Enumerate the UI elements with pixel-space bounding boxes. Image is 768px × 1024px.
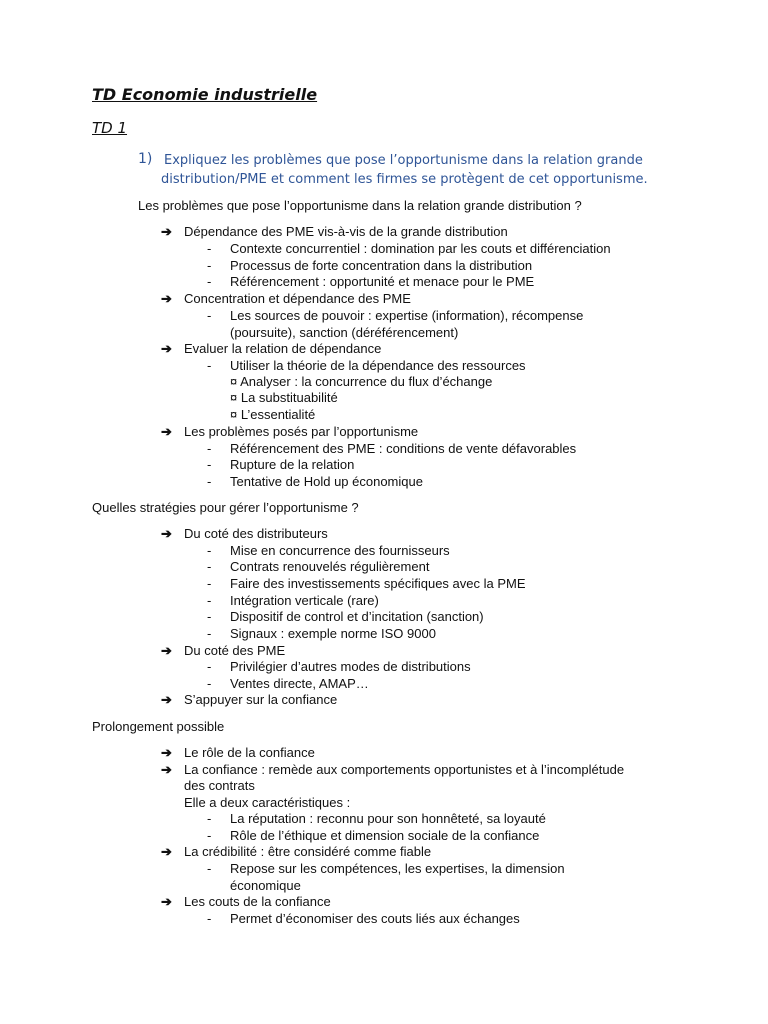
- list-item: La confiance : remède aux comportements opportunistes et à l’incomplétude: [184, 762, 625, 777]
- arrow-icon: ➔: [161, 894, 172, 909]
- dash-bullet: -: [207, 576, 212, 591]
- dash-bullet: -: [207, 457, 212, 472]
- list-item: Tentative de Hold up économique: [230, 474, 423, 489]
- dash-bullet: -: [207, 828, 212, 843]
- list-item: La réputation : reconnu pour son honnêteté, sa loyauté: [230, 811, 546, 826]
- dash-bullet: -: [207, 274, 212, 289]
- list-item: Intégration verticale (rare): [230, 593, 379, 608]
- document-title: TD Economie industrielle: [92, 85, 318, 104]
- arrow-icon: ➔: [161, 526, 172, 541]
- dash-bullet: -: [207, 258, 212, 273]
- list-item: Concentration et dépendance des PME: [184, 291, 411, 306]
- arrow-icon: ➔: [161, 341, 172, 356]
- list-item-continued: des contrats: [184, 778, 255, 793]
- arrow-icon: ➔: [161, 643, 172, 658]
- arrow-icon: ➔: [161, 692, 172, 707]
- list-item-continued: Elle a deux caractéristiques :: [184, 795, 351, 810]
- question-line-1: Expliquez les problèmes que pose l’opportunisme dans la relation grande: [164, 153, 643, 168]
- list-item: Les sources de pouvoir : expertise (information), récompense: [230, 308, 584, 323]
- list-item: Dispositif de control et d’incitation (sanction): [230, 609, 484, 624]
- dash-bullet: -: [207, 543, 212, 558]
- dash-bullet: -: [207, 441, 212, 456]
- dash-bullet: -: [207, 593, 212, 608]
- list-item: Contrats renouvelés régulièrement: [230, 559, 430, 574]
- list-item: La crédibilité : être considéré comme fiable: [184, 844, 432, 859]
- sub-list-item: ¤ L’essentialité: [230, 407, 316, 422]
- document-subtitle: TD 1: [92, 119, 128, 137]
- list-item: Permet d’économiser des couts liés aux échanges: [230, 911, 520, 926]
- list-item: Mise en concurrence des fournisseurs: [230, 543, 450, 558]
- list-item: Du coté des PME: [184, 643, 286, 658]
- dash-bullet: -: [207, 474, 212, 489]
- arrow-icon: ➔: [161, 745, 172, 760]
- list-item: Référencement : opportunité et menace pour le PME: [230, 274, 535, 289]
- list-item: Signaux : exemple norme ISO 9000: [230, 626, 436, 641]
- dash-bullet: -: [207, 861, 212, 876]
- dash-bullet: -: [207, 241, 212, 256]
- arrow-icon: ➔: [161, 424, 172, 439]
- section3-heading: Prolongement possible: [92, 719, 225, 734]
- list-item: Privilégier d’autres modes de distributions: [230, 659, 471, 674]
- arrow-icon: ➔: [161, 224, 172, 239]
- dash-bullet: -: [207, 659, 212, 674]
- list-item: Le rôle de la confiance: [184, 745, 315, 760]
- arrow-icon: ➔: [161, 762, 172, 777]
- list-item: Dépendance des PME vis-à-vis de la grande distribution: [184, 224, 508, 239]
- sub-list-item: ¤ La substituabilité: [230, 390, 338, 405]
- list-item: Référencement des PME : conditions de vente défavorables: [230, 441, 577, 456]
- list-item: Contexte concurrentiel : domination par les couts et différenciation: [230, 241, 611, 256]
- list-item-continued: économique: [230, 878, 301, 893]
- list-item: Faire des investissements spécifiques avec la PME: [230, 576, 526, 591]
- list-item-continued: (poursuite), sanction (déréférencement): [230, 325, 459, 340]
- list-item: Processus de forte concentration dans la distribution: [230, 258, 533, 273]
- list-item: Ventes directe, AMAP…: [230, 676, 369, 691]
- arrow-icon: ➔: [161, 291, 172, 306]
- dash-bullet: -: [207, 676, 212, 691]
- arrow-icon: ➔: [161, 844, 172, 859]
- dash-bullet: -: [207, 911, 212, 926]
- sub-list-item: ¤ Analyser : la concurrence du flux d’échange: [230, 374, 493, 389]
- list-item: Les couts de la confiance: [184, 894, 331, 909]
- question-line-2: distribution/PME et comment les firmes se protègent de cet opportunisme.: [161, 172, 648, 187]
- section1-heading: Les problèmes que pose l’opportunisme dans la relation grande distribution ?: [138, 198, 582, 213]
- list-item: Rôle de l’éthique et dimension sociale de la confiance: [230, 828, 540, 843]
- list-item: Repose sur les compétences, les expertises, la dimension: [230, 861, 565, 876]
- dash-bullet: -: [207, 358, 212, 373]
- question-number: 1): [138, 151, 153, 167]
- dash-bullet: -: [207, 559, 212, 574]
- list-item: S’appuyer sur la confiance: [184, 692, 338, 707]
- list-item: Les problèmes posés par l’opportunisme: [184, 424, 419, 439]
- list-item: Du coté des distributeurs: [184, 526, 328, 541]
- section2-heading: Quelles stratégies pour gérer l’opportunisme ?: [92, 500, 359, 515]
- list-item: Utiliser la théorie de la dépendance des ressources: [230, 358, 526, 373]
- dash-bullet: -: [207, 811, 212, 826]
- list-item: Rupture de la relation: [230, 457, 355, 472]
- dash-bullet: -: [207, 308, 212, 323]
- dash-bullet: -: [207, 609, 212, 624]
- dash-bullet: -: [207, 626, 212, 641]
- list-item: Evaluer la relation de dépendance: [184, 341, 382, 356]
